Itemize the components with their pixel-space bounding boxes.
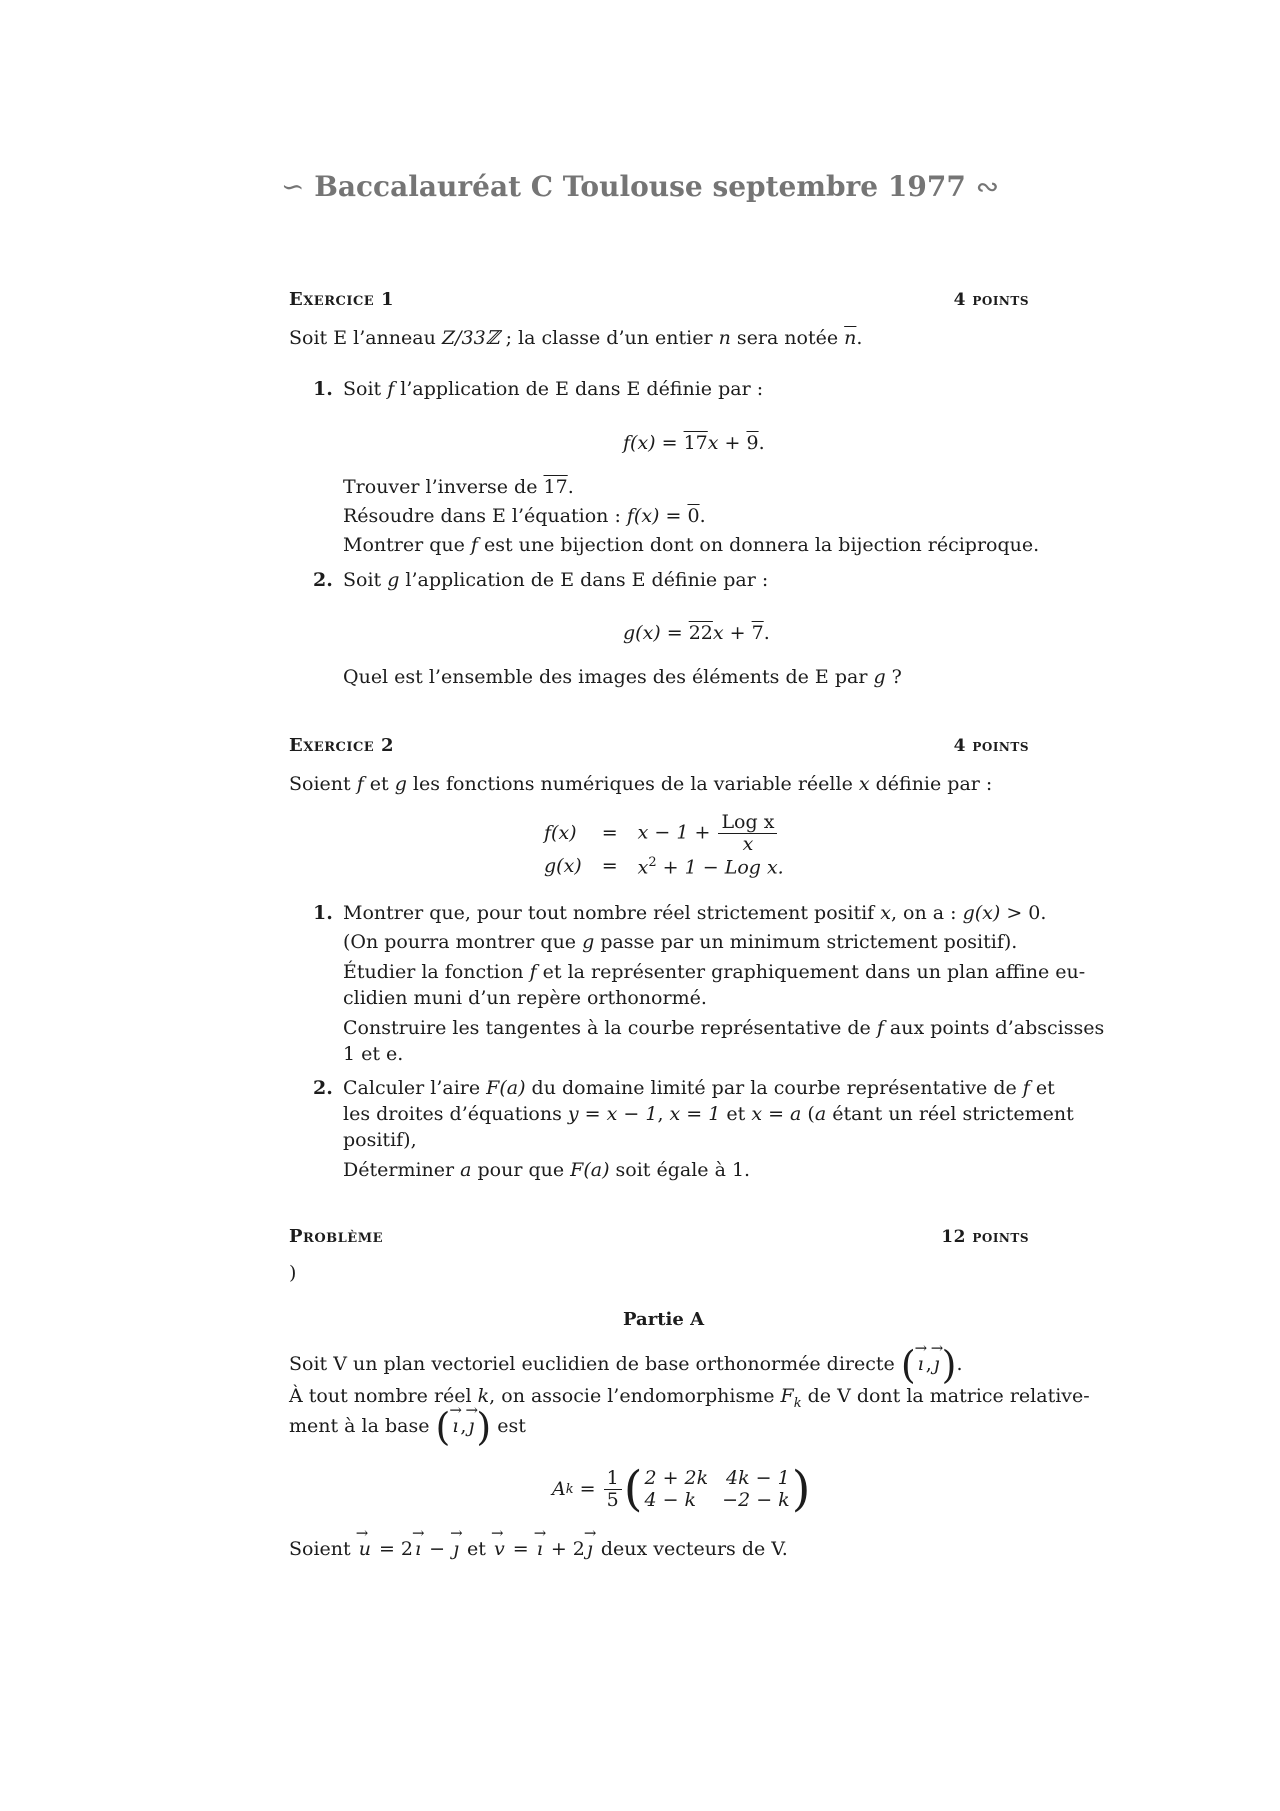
matrix-scalar-denominator: 5: [606, 1488, 619, 1511]
exercise-1-equation-f: f(x) = 17x + 9.: [623, 432, 765, 454]
exercise-2-question-2-line-3: positif),: [343, 1129, 417, 1151]
problem-line-3: ment à la base ( → ı , → ȷ) est: [289, 1415, 526, 1437]
exercise-2-question-2-line-2: les droites d’équations y = x − 1, x = 1 et x = a (a étant un réel strictement: [343, 1103, 1074, 1125]
exercise-2-question-1-line-2: (On pourra montrer que g passe par un minimum strictement positif).: [343, 931, 1018, 953]
exercise-2-points: 4 points: [953, 736, 1029, 756]
exercise-1-question-2-number: 2.: [313, 569, 333, 591]
system-fraction-denominator: x: [742, 832, 754, 855]
problem-line-2: À tout nombre réel k, on associe l’endomorphisme $F_k$ de V dont la matrice relative-: [289, 1385, 1090, 1411]
page-title: [0, 170, 1280, 203]
exercise-2-question-2-line-4: Déterminer a pour que F(a) soit égale à 1.: [343, 1159, 751, 1181]
exercise-1-equation-g: g(x) = 22x + 7.: [623, 622, 770, 644]
matrix-cell-21: 4 − k: [644, 1489, 697, 1511]
problem-stray-parenthesis: ): [289, 1262, 297, 1284]
system-g-rhs-rest: + 1 − Log x.: [656, 856, 784, 879]
exercise-1-question-1-line-3: Montrer que f est une bijection dont on donnera la bijection réciproque.: [343, 534, 1040, 556]
exercise-1-points: 4 points: [953, 290, 1029, 310]
exercise-1-question-2-line-1: Quel est l’ensemble des images des éléments de E par g ?: [343, 666, 902, 688]
exercise-2-intro: Soient f et g les fonctions numériques de la variable réelle x définie par :: [289, 773, 993, 795]
title-text: Baccalauréat C Toulouse septembre 1977: [314, 170, 966, 203]
part-a-heading: Partie A: [623, 1309, 705, 1330]
problem-line-1: Soit V un plan vectoriel euclidien de base orthonormée directe ( → ı , → ȷ).: [289, 1353, 963, 1375]
exercise-2-question-1-line-5: Construire les tangentes à la courbe représentative de f aux points d’abscisses: [343, 1017, 1105, 1039]
ornament-right-icon: ∾: [975, 170, 1000, 203]
exercise-2-question-1-line-4: clidien muni d’un repère orthonormé.: [343, 987, 707, 1009]
ornament-left-icon: ∽: [280, 170, 305, 203]
exercise-1-intro: Soit E l’anneau Z/33ℤ ; la classe d’un entier n sera notée $\overline{n}$.: [289, 327, 863, 349]
exercise-1-question-1-text: Soit f l’application de E dans E définie par :: [343, 378, 764, 400]
exercise-1-question-1-number: 1.: [313, 378, 333, 400]
matrix-scalar-numerator: 1: [604, 1468, 622, 1490]
matrix-name: A: [552, 1478, 566, 1500]
problem-points: 12 points: [941, 1227, 1029, 1247]
exercise-1-heading: Exercice 1: [289, 289, 394, 310]
exercise-2-question-1-number: 1.: [313, 902, 333, 924]
matrix-subscript: k: [565, 1481, 574, 1497]
exercise-2-question-2-number: 2.: [313, 1077, 333, 1099]
matrix-cell-11: 2 + 2k: [644, 1467, 709, 1489]
system-equals-2: =: [601, 855, 618, 878]
problem-line-4: Soient → u = 2 → ı − → ȷ et → v = → ı + 2 → ȷ deux vecteurs de V.: [289, 1538, 788, 1560]
exercise-2-system: [534, 812, 794, 878]
exercise-2-heading: Exercice 2: [289, 735, 394, 756]
exercise-1-question-1-line-2: Résoudre dans E l’équation : f(x) = 0.: [343, 505, 706, 527]
exercise-1-question-1-line-1: Trouver l’inverse de 17.: [343, 476, 574, 498]
system-f-rhs: x − 1 +: [637, 821, 717, 844]
system-g-rhs-exponent: 2: [648, 854, 657, 870]
matrix-equals: =: [573, 1478, 602, 1500]
matrix-A-k: [552, 1461, 811, 1517]
problem-heading: Problème: [289, 1226, 383, 1247]
exercise-2-question-1-line-1: Montrer que, pour tout nombre réel strictement positif x, on a : g(x) > 0.: [343, 902, 1047, 924]
system-f-lhs: f(x): [544, 822, 577, 845]
exercise-2-question-1-line-3: Étudier la fonction f et la représenter graphiquement dans un plan affine eu-: [343, 961, 1086, 983]
matrix-cell-22: −2 − k: [722, 1489, 790, 1511]
exercise-2-question-1-line-6: 1 et e.: [343, 1043, 404, 1065]
exercise-2-question-2-line-1: Calculer l’aire F(a) du domaine limité par la courbe représentative de f et: [343, 1077, 1055, 1099]
matrix-left-paren: (: [623, 1461, 643, 1517]
system-g-rhs-base: x: [637, 856, 649, 879]
system-fraction-numerator: Log x: [718, 812, 777, 834]
matrix-cell-12: 4k − 1: [725, 1467, 790, 1489]
system-g-lhs: g(x): [544, 855, 582, 878]
exercise-1-question-2-text: Soit g l’application de E dans E définie par :: [343, 569, 769, 591]
system-fraction: [718, 812, 777, 855]
system-equals-1: =: [601, 822, 618, 845]
matrix-right-paren: ): [791, 1461, 811, 1517]
